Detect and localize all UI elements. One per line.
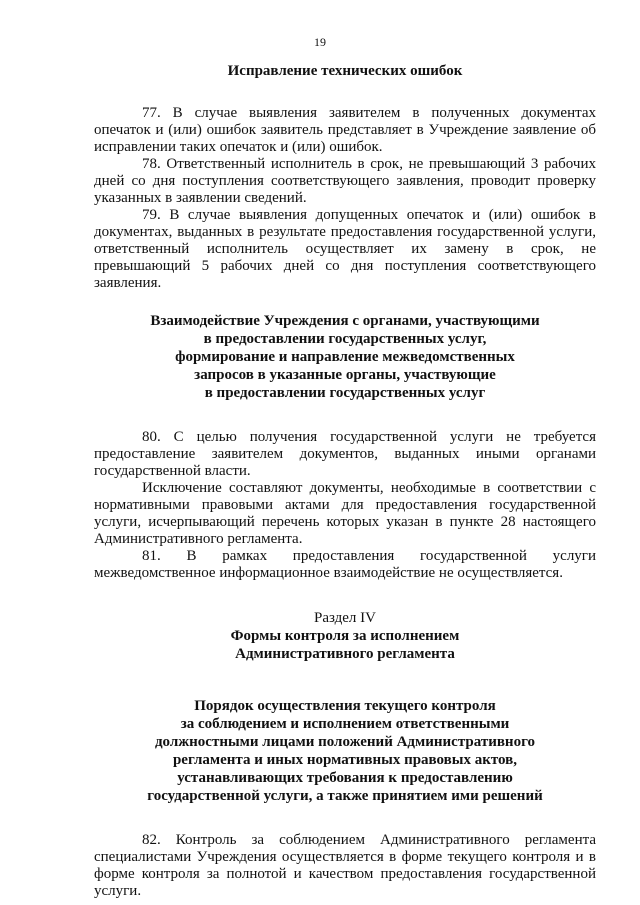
document-body — [94, 62, 596, 900]
heading-current-control — [94, 697, 596, 805]
page-number: 19 — [314, 35, 326, 49]
heading-control-line: регламента и иных нормативных правовых актов, — [172, 752, 518, 768]
section-iv-header — [94, 609, 596, 663]
heading-control-line: должностными лицами положений Административного — [154, 734, 536, 750]
heading-technical-errors: Исправление технических ошибок — [227, 63, 463, 79]
section-title-line: Формы контроля за исполнением — [230, 628, 460, 644]
section-title-line: Административного регламента — [235, 646, 455, 662]
paragraph-79: 79. В случае выявления допущенных опечаток и (или) ошибок в документах, выданных в результате предоставления государственной услуги, ответственный исполнитель осуществляет их замену в срок, не превышающий 5 рабочих дней со дня поступления соответствующего заявления. — [94, 207, 596, 291]
heading-control-line: за соблюдением и исполнением ответственными — [180, 716, 510, 732]
paragraph-80-exception: Исключение составляют документы, необходимые в соответствии с нормативными правовыми актами для предоставления государственной услуги, исчерпывающий перечень которых указан в пункте 28 настоящего Административного регламента. — [94, 480, 596, 547]
paragraph-77: 77. В случае выявления заявителем в полученных документах опечаток и (или) ошибок заявитель представляет в Учреждение заявление об исправлении таких опечаток и (или) ошибок. — [94, 105, 596, 155]
heading-interaction-line: Взаимодействие Учреждения с органами, участвующими — [150, 313, 540, 329]
heading-control-line: государственной услуги, а также принятием ими решений — [147, 788, 543, 804]
paragraph-78: 78. Ответственный исполнитель в срок, не превышающий 3 рабочих дней со дня поступления соответствующего заявления, проводит проверку указанных в заявлении сведений. — [94, 156, 596, 206]
paragraph-80: 80. С целью получения государственной услуги не требуется предоставление заявителем документов, выданных иными органами государственной власти. — [94, 429, 596, 479]
heading-interaction-line: в предоставлении государственных услуг, — [203, 331, 487, 347]
paragraph-81: 81. В рамках предоставления государственной услуги межведомственное информационное взаимодействие не осуществляется. — [94, 548, 596, 581]
heading-control-line: Порядок осуществления текущего контроля — [194, 698, 496, 714]
heading-interaction-line: в предоставлении государственных услуг — [204, 385, 486, 401]
section-label: Раздел IV — [313, 610, 376, 626]
heading-interaction — [94, 312, 596, 402]
heading-interaction-line: запросов в указанные органы, участвующие — [194, 367, 496, 383]
paragraph-82: 82. Контроль за соблюдением Административного регламента специалистами Учреждения осуществляется в форме текущего контроля и в форме контроля за полнотой и качеством предоставления государственной услуги. — [94, 832, 596, 899]
heading-control-line: устанавливающих требования к предоставлению — [177, 770, 513, 786]
heading-interaction-line: формирование и направление межведомственных — [175, 349, 515, 365]
